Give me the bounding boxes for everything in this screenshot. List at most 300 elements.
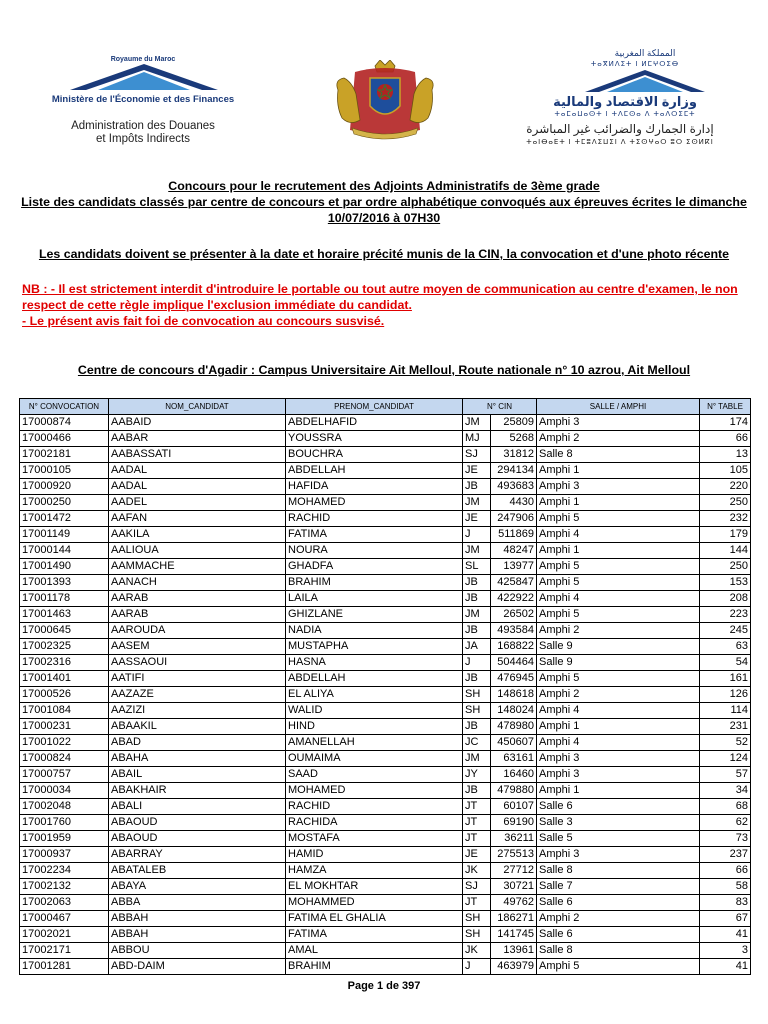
cell-convocation: 17000757 (20, 767, 109, 783)
cell-prenom: AMAL (286, 943, 463, 959)
logo-arabic-ministry: وزارة الاقتصاد والمالية (553, 94, 697, 109)
cell-cin-number: 247906 (491, 511, 537, 527)
cell-convocation: 17002316 (20, 655, 109, 671)
cell-table: 153 (700, 575, 751, 591)
cell-prenom: RACHID (286, 799, 463, 815)
cell-cin-prefix: SJ (463, 879, 491, 895)
header-table: N° TABLE (700, 399, 751, 415)
cell-salle: Amphi 5 (537, 671, 700, 687)
cell-table: 62 (700, 815, 751, 831)
cell-nom: ABALI (109, 799, 286, 815)
ministry-logo-right (505, 44, 735, 154)
header-cin: N° CIN (463, 399, 537, 415)
cell-prenom: SAAD (286, 767, 463, 783)
cell-table: 41 (700, 927, 751, 943)
cell-cin-prefix: JE (463, 511, 491, 527)
cell-cin-number: 63161 (491, 751, 537, 767)
table-row (20, 575, 751, 591)
nb-warning (22, 281, 748, 329)
cell-nom: AARAB (109, 591, 286, 607)
cell-nom: ABAHA (109, 751, 286, 767)
cell-cin-number: 450607 (491, 735, 537, 751)
cell-convocation: 17002063 (20, 895, 109, 911)
cell-nom: AABAID (109, 415, 286, 431)
cell-table: 174 (700, 415, 751, 431)
table-row (20, 943, 751, 959)
cell-convocation: 17000250 (20, 495, 109, 511)
table-row (20, 959, 751, 975)
cell-table: 58 (700, 879, 751, 895)
cell-prenom: YOUSSRA (286, 431, 463, 447)
cell-convocation: 17001490 (20, 559, 109, 575)
cell-convocation: 17000466 (20, 431, 109, 447)
cell-nom: ABAD (109, 735, 286, 751)
cell-prenom: AMANELLAH (286, 735, 463, 751)
cell-nom: AASSAOUI (109, 655, 286, 671)
cell-cin-number: 478980 (491, 719, 537, 735)
cell-nom: AARAB (109, 607, 286, 623)
cell-cin-number: 275513 (491, 847, 537, 863)
cell-cin-number: 49762 (491, 895, 537, 911)
cell-convocation: 17001472 (20, 511, 109, 527)
nb-line-3: - Le présent avis fait foi de convocation au concours susvisé. (22, 314, 385, 328)
cell-cin-number: 422922 (491, 591, 537, 607)
cell-table: 237 (700, 847, 751, 863)
cell-cin-number: 493584 (491, 623, 537, 639)
cell-salle: Amphi 2 (537, 431, 700, 447)
logo-ministry-text: Ministère de l'Économie et des Finances (51, 94, 235, 105)
cell-cin-prefix: J (463, 527, 491, 543)
table-row (20, 847, 751, 863)
cell-salle: Amphi 5 (537, 607, 700, 623)
cell-convocation: 17002325 (20, 639, 109, 655)
title-line-3: 10/07/2016 à 07H30 (327, 211, 441, 225)
cell-cin-prefix: JB (463, 575, 491, 591)
cell-table: 34 (700, 783, 751, 799)
cell-salle: Salle 9 (537, 655, 700, 671)
cell-cin-prefix: JE (463, 463, 491, 479)
exam-centre-heading: Centre de concours d'Agadir : Campus Universitaire Ait Melloul, Route nationale n° 10 azrou, Ait Melloul (77, 363, 691, 377)
cell-cin-number: 504464 (491, 655, 537, 671)
cell-prenom: BOUCHRA (286, 447, 463, 463)
cell-convocation: 17001084 (20, 703, 109, 719)
cell-prenom: NADIA (286, 623, 463, 639)
table-row (20, 799, 751, 815)
cell-cin-number: 26502 (491, 607, 537, 623)
cell-prenom: RACHIDA (286, 815, 463, 831)
cell-prenom: MOHAMMED (286, 895, 463, 911)
cell-nom: AALIOUA (109, 543, 286, 559)
cell-table: 73 (700, 831, 751, 847)
table-body (20, 415, 751, 975)
nb-line-2: respect de cette règle implique l'exclusion immédiate du candidat. (22, 298, 412, 312)
cell-table: 161 (700, 671, 751, 687)
cell-salle: Amphi 5 (537, 559, 700, 575)
cell-salle: Amphi 3 (537, 751, 700, 767)
cell-salle: Amphi 4 (537, 703, 700, 719)
cell-nom: ABAOUD (109, 815, 286, 831)
cell-prenom: HAFIDA (286, 479, 463, 495)
cell-table: 126 (700, 687, 751, 703)
cell-convocation: 17001760 (20, 815, 109, 831)
cell-salle: Amphi 5 (537, 959, 700, 975)
logo-administration-line1: Administration des Douanes (71, 120, 215, 132)
cell-table: 63 (700, 639, 751, 655)
cell-cin-prefix: JA (463, 639, 491, 655)
cell-table: 144 (700, 543, 751, 559)
cell-convocation: 17001959 (20, 831, 109, 847)
logo-administration-line2: et Impôts Indirects (96, 133, 190, 145)
cell-salle: Salle 8 (537, 863, 700, 879)
cell-cin-prefix: JB (463, 719, 491, 735)
table-row (20, 447, 751, 463)
cell-prenom: NOURA (286, 543, 463, 559)
cell-convocation: 17001178 (20, 591, 109, 607)
cell-prenom: EL ALIYA (286, 687, 463, 703)
cell-nom: AAKILA (109, 527, 286, 543)
cell-prenom: OUMAIMA (286, 751, 463, 767)
cell-convocation: 17000467 (20, 911, 109, 927)
cell-cin-number: 5268 (491, 431, 537, 447)
cell-nom: ABBOU (109, 943, 286, 959)
cell-cin-number: 16460 (491, 767, 537, 783)
candidates-table (19, 398, 751, 975)
cell-convocation: 17002171 (20, 943, 109, 959)
cell-nom: AAFAN (109, 511, 286, 527)
cell-table: 83 (700, 895, 751, 911)
cell-salle: Amphi 3 (537, 847, 700, 863)
cell-cin-prefix: J (463, 959, 491, 975)
cell-cin-prefix: JM (463, 415, 491, 431)
logo-tifinagh-ministry: ⵜⴰⵎⴰⵡⴰⵙⵜ ⵏ ⵜⴷⵎⵙⴰ ⴷ ⵜⴰⴷⵔⵉⵎⵜ (554, 111, 696, 118)
table-row (20, 559, 751, 575)
cell-cin-number: 476945 (491, 671, 537, 687)
table-row (20, 831, 751, 847)
cell-table: 231 (700, 719, 751, 735)
cell-table: 3 (700, 943, 751, 959)
cell-nom: ABAOUD (109, 831, 286, 847)
cell-table: 67 (700, 911, 751, 927)
cell-table: 179 (700, 527, 751, 543)
cell-salle: Amphi 3 (537, 479, 700, 495)
ministry-logo-left (48, 50, 238, 150)
cell-cin-number: 425847 (491, 575, 537, 591)
cell-salle: Amphi 1 (537, 463, 700, 479)
roof-logo-icon (70, 64, 218, 90)
cell-convocation: 17000526 (20, 687, 109, 703)
table-row (20, 911, 751, 927)
cell-nom: ABATALEB (109, 863, 286, 879)
cell-salle: Amphi 4 (537, 591, 700, 607)
cell-table: 68 (700, 799, 751, 815)
cell-prenom: RACHID (286, 511, 463, 527)
table-row (20, 879, 751, 895)
cell-convocation: 17001022 (20, 735, 109, 751)
cell-salle: Amphi 2 (537, 687, 700, 703)
cell-nom: AABASSATI (109, 447, 286, 463)
cell-nom: AABAR (109, 431, 286, 447)
cell-nom: AAZAZE (109, 687, 286, 703)
table-row (20, 735, 751, 751)
cell-nom: AANACH (109, 575, 286, 591)
cell-prenom: FATIMA EL GHALIA (286, 911, 463, 927)
table-row (20, 591, 751, 607)
cell-cin-number: 69190 (491, 815, 537, 831)
cell-cin-prefix: J (463, 655, 491, 671)
table-row (20, 687, 751, 703)
cell-cin-prefix: JK (463, 943, 491, 959)
cell-convocation: 17002234 (20, 863, 109, 879)
logo-arabic-administration: إدارة الجمارك والضرائب غير المباشرة (526, 122, 714, 136)
page-number: Page 1 de 397 (347, 980, 421, 992)
cell-prenom: HAMID (286, 847, 463, 863)
cell-cin-number: 168822 (491, 639, 537, 655)
cell-nom: ABBA (109, 895, 286, 911)
logo-administration-text (48, 120, 238, 146)
cell-table: 66 (700, 431, 751, 447)
cell-salle: Amphi 2 (537, 911, 700, 927)
logo-tifinagh-administration: ⵜⴰⵏⴱⴰⴹⵜ ⵏ ⵜⵎⵓⴷⵉⵡⵉⵏ ⴷ ⵜⵉⵙⵖⴰⵔ ⵓⵔ ⵉⵙⵍⴽⵏ (526, 139, 714, 146)
table-row (20, 543, 751, 559)
cell-salle: Salle 8 (537, 943, 700, 959)
cell-salle: Amphi 5 (537, 511, 700, 527)
table-row (20, 607, 751, 623)
logo-tifinagh-kingdom: ⵜⴰⴳⵍⴷⵉⵜ ⵏ ⵍⵎⵖⵔⵉⴱ (590, 61, 680, 68)
cell-table: 124 (700, 751, 751, 767)
cell-cin-prefix: JB (463, 479, 491, 495)
table-row (20, 623, 751, 639)
table-row (20, 527, 751, 543)
cell-cin-prefix: SH (463, 687, 491, 703)
cell-cin-number: 30721 (491, 879, 537, 895)
table-row (20, 639, 751, 655)
cell-salle: Amphi 4 (537, 735, 700, 751)
cell-cin-number: 479880 (491, 783, 537, 799)
cell-cin-prefix: JB (463, 671, 491, 687)
cell-convocation: 17000937 (20, 847, 109, 863)
cell-nom: AAMMACHE (109, 559, 286, 575)
cell-nom: AAZIZI (109, 703, 286, 719)
cell-cin-number: 13977 (491, 559, 537, 575)
logo-kingdom-text: Royaume du Maroc (110, 56, 176, 63)
nb-line-1: NB : - Il est strictement interdit d'introduire le portable ou tout autre moyen de communication au centre d'examen, le non (22, 282, 738, 296)
cell-convocation: 17000144 (20, 543, 109, 559)
table-row (20, 815, 751, 831)
table-row (20, 671, 751, 687)
cell-convocation: 17000231 (20, 719, 109, 735)
cell-cin-number: 60107 (491, 799, 537, 815)
cell-prenom: BRAHIM (286, 959, 463, 975)
cell-table: 250 (700, 559, 751, 575)
cell-prenom: FATIMA (286, 527, 463, 543)
cell-cin-prefix: SH (463, 911, 491, 927)
cell-convocation: 17000874 (20, 415, 109, 431)
cell-cin-number: 511869 (491, 527, 537, 543)
cell-table: 13 (700, 447, 751, 463)
cell-nom: AADAL (109, 463, 286, 479)
cell-cin-number: 148618 (491, 687, 537, 703)
cell-convocation: 17002021 (20, 927, 109, 943)
table-row (20, 927, 751, 943)
cell-cin-number: 36211 (491, 831, 537, 847)
logo-arabic-kingdom: المملكة المغربية (614, 48, 676, 58)
cell-cin-prefix: MJ (463, 431, 491, 447)
cell-nom: ABD-DAIM (109, 959, 286, 975)
cell-nom: AATIFI (109, 671, 286, 687)
cell-cin-prefix: JB (463, 591, 491, 607)
cell-prenom: ABDELLAH (286, 463, 463, 479)
table-row (20, 655, 751, 671)
cell-salle: Salle 6 (537, 895, 700, 911)
cell-nom: AADAL (109, 479, 286, 495)
cell-table: 220 (700, 479, 751, 495)
cell-convocation: 17000920 (20, 479, 109, 495)
header-salle: SALLE / AMPHI (537, 399, 700, 415)
moroccan-coat-of-arms-icon (330, 60, 440, 140)
cell-table: 232 (700, 511, 751, 527)
cell-cin-prefix: JT (463, 799, 491, 815)
cell-prenom: GHIZLANE (286, 607, 463, 623)
cell-cin-prefix: JT (463, 831, 491, 847)
cell-table: 208 (700, 591, 751, 607)
cell-prenom: ABDELLAH (286, 671, 463, 687)
cell-salle: Amphi 5 (537, 575, 700, 591)
cell-salle: Amphi 1 (537, 543, 700, 559)
cell-cin-prefix: JY (463, 767, 491, 783)
cell-cin-number: 463979 (491, 959, 537, 975)
cell-cin-number: 13961 (491, 943, 537, 959)
cell-nom: AAROUDA (109, 623, 286, 639)
instruction-text: Les candidats doivent se présenter à la date et horaire précité munis de la CIN, la convocation et d'une photo récente (38, 247, 730, 261)
cell-cin-number: 31812 (491, 447, 537, 463)
cell-convocation: 17000034 (20, 783, 109, 799)
cell-salle: Amphi 4 (537, 527, 700, 543)
cell-prenom: WALID (286, 703, 463, 719)
table-row (20, 495, 751, 511)
table-row (20, 719, 751, 735)
cell-cin-prefix: SJ (463, 447, 491, 463)
cell-cin-prefix: JM (463, 751, 491, 767)
header-nom: NOM_CANDIDAT (109, 399, 286, 415)
cell-table: 250 (700, 495, 751, 511)
cell-salle: Salle 9 (537, 639, 700, 655)
table-row (20, 703, 751, 719)
cell-cin-number: 27712 (491, 863, 537, 879)
cell-cin-prefix: SH (463, 927, 491, 943)
table-row (20, 511, 751, 527)
cell-nom: ABAIL (109, 767, 286, 783)
cell-nom: ABAAKIL (109, 719, 286, 735)
cell-cin-prefix: SL (463, 559, 491, 575)
cell-convocation: 17001393 (20, 575, 109, 591)
header-prenom: PRENOM_CANDIDAT (286, 399, 463, 415)
cell-salle: Amphi 1 (537, 495, 700, 511)
cell-nom: ABBAH (109, 927, 286, 943)
cell-prenom: LAILA (286, 591, 463, 607)
cell-nom: AADEL (109, 495, 286, 511)
cell-convocation: 17000824 (20, 751, 109, 767)
cell-cin-prefix: JE (463, 847, 491, 863)
table-row (20, 863, 751, 879)
cell-salle: Amphi 2 (537, 623, 700, 639)
cell-prenom: MOHAMED (286, 495, 463, 511)
table-row (20, 431, 751, 447)
cell-convocation: 17002132 (20, 879, 109, 895)
cell-cin-prefix: JT (463, 815, 491, 831)
cell-cin-prefix: JT (463, 895, 491, 911)
document-title (20, 178, 748, 226)
cell-salle: Amphi 3 (537, 767, 700, 783)
cell-cin-prefix: JK (463, 863, 491, 879)
cell-cin-number: 148024 (491, 703, 537, 719)
cell-cin-prefix: SH (463, 703, 491, 719)
cell-prenom: ABDELHAFID (286, 415, 463, 431)
cell-cin-number: 186271 (491, 911, 537, 927)
cell-nom: ABAYA (109, 879, 286, 895)
cell-prenom: MUSTAPHA (286, 639, 463, 655)
cell-nom: ABARRAY (109, 847, 286, 863)
cell-table: 114 (700, 703, 751, 719)
cell-convocation: 17001281 (20, 959, 109, 975)
table-row (20, 415, 751, 431)
cell-nom: ABAKHAIR (109, 783, 286, 799)
cell-cin-prefix: JM (463, 543, 491, 559)
cell-prenom: HASNA (286, 655, 463, 671)
cell-prenom: MOHAMED (286, 783, 463, 799)
cell-cin-prefix: JC (463, 735, 491, 751)
cell-convocation: 17001401 (20, 671, 109, 687)
cell-salle: Salle 6 (537, 799, 700, 815)
cell-convocation: 17002048 (20, 799, 109, 815)
cell-cin-number: 141745 (491, 927, 537, 943)
cell-table: 105 (700, 463, 751, 479)
table-row (20, 479, 751, 495)
title-line-1: Concours pour le recrutement des Adjoints Administratifs de 3ème grade (168, 179, 600, 193)
cell-cin-number: 294134 (491, 463, 537, 479)
cell-nom: ABBAH (109, 911, 286, 927)
cell-convocation: 17002181 (20, 447, 109, 463)
cell-table: 223 (700, 607, 751, 623)
cell-table: 66 (700, 863, 751, 879)
table-header-row (20, 399, 751, 415)
cell-salle: Salle 8 (537, 447, 700, 463)
table-row (20, 463, 751, 479)
cell-cin-number: 4430 (491, 495, 537, 511)
cell-salle: Salle 7 (537, 879, 700, 895)
cell-salle: Salle 5 (537, 831, 700, 847)
cell-cin-number: 493683 (491, 479, 537, 495)
cell-salle: Salle 6 (537, 927, 700, 943)
title-line-2: Liste des candidats classés par centre de concours et par ordre alphabétique convoqués aux épreuves écrites le dimanche (21, 195, 747, 209)
cell-convocation: 17000645 (20, 623, 109, 639)
roof-logo-right-icon (585, 70, 705, 92)
cell-convocation: 17000105 (20, 463, 109, 479)
cell-cin-prefix: JM (463, 495, 491, 511)
cell-table: 41 (700, 959, 751, 975)
cell-table: 54 (700, 655, 751, 671)
cell-prenom: HIND (286, 719, 463, 735)
cell-salle: Amphi 1 (537, 719, 700, 735)
cell-nom: AASEM (109, 639, 286, 655)
cell-prenom: FATIMA (286, 927, 463, 943)
cell-convocation: 17001149 (20, 527, 109, 543)
cell-salle: Amphi 3 (537, 415, 700, 431)
table-row (20, 767, 751, 783)
cell-prenom: MOSTAFA (286, 831, 463, 847)
cell-cin-prefix: JB (463, 623, 491, 639)
cell-prenom: BRAHIM (286, 575, 463, 591)
cell-cin-prefix: JB (463, 783, 491, 799)
